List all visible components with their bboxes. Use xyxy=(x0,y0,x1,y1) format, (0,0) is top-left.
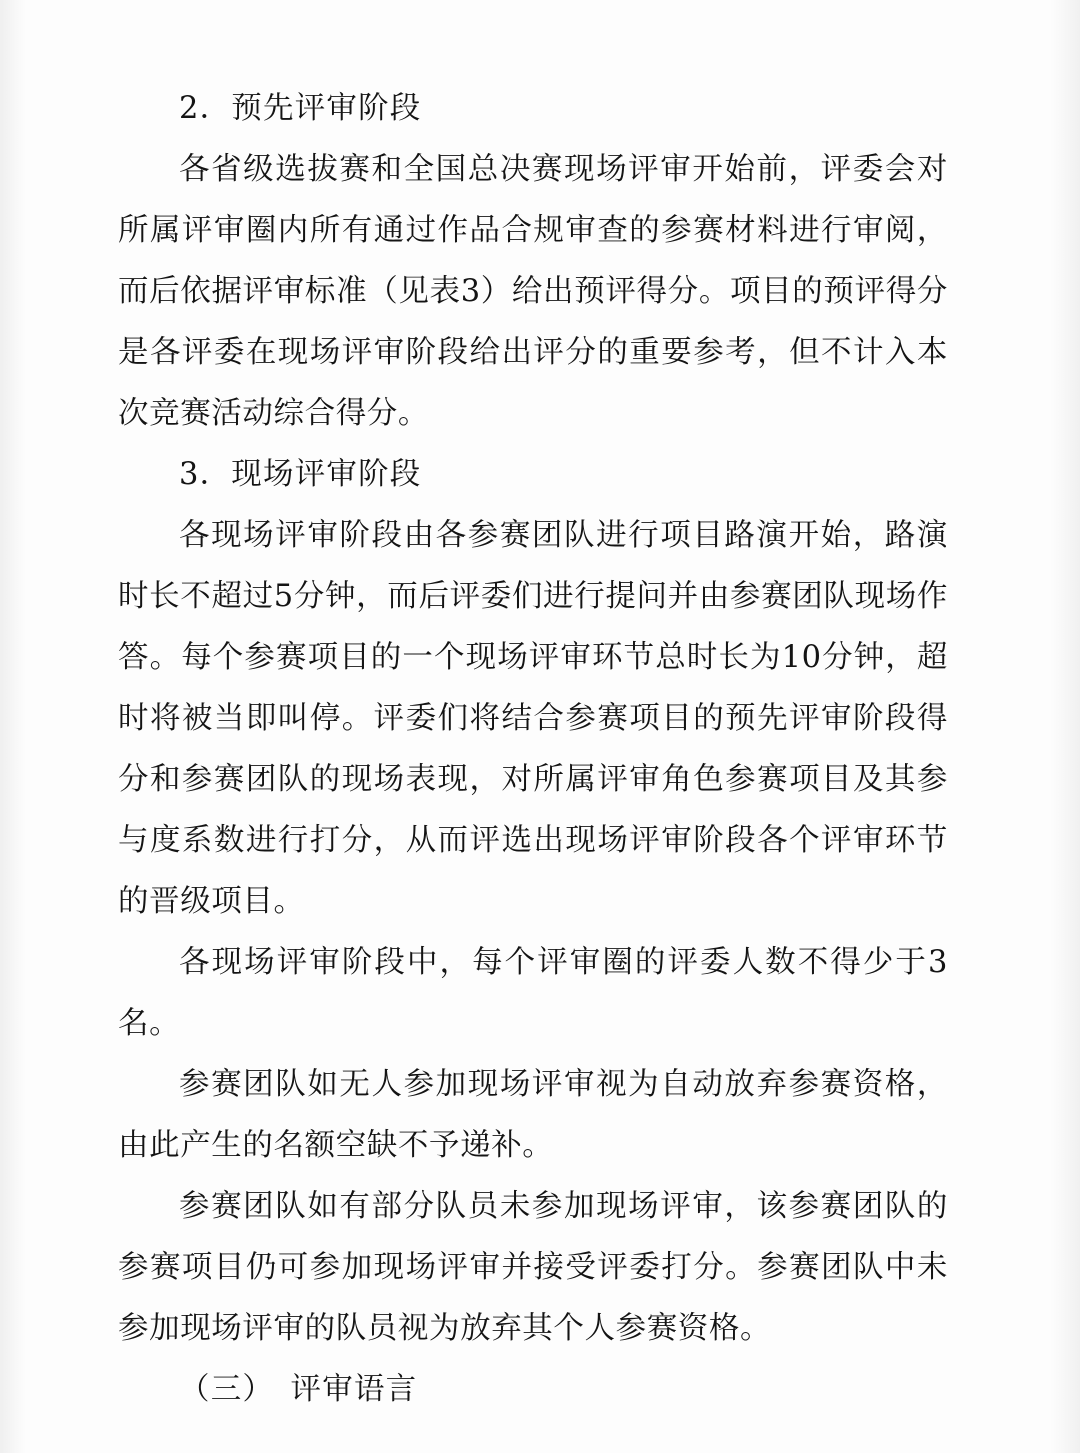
heading-pre-review-stage: 2．预先评审阶段 xyxy=(179,91,422,126)
paragraph-absent-team-rule: 参赛团队如无人参加现场评审视为自动放弃参赛资格，由此产生的名额空缺不予递补。 xyxy=(118,1067,948,1163)
document-body xyxy=(118,78,948,1420)
paragraph-pre-review-detail: 各省级选拔赛和全国总决赛现场评审开始前，评委会对所属评审圈内所有通过作品合规审查的参赛材料进行审阅，而后依据评审标准（见表3）给出预评得分。项目的预评得分是各评委在现场评审阶段给出评分的重要参考，但不计入本次竞赛活动综合得分。 xyxy=(118,152,948,431)
paragraph-onsite-review-detail: 各现场评审阶段由各参赛团队进行项目路演开始，路演时长不超过5分钟，而后评委们进行提问并由参赛团队现场作答。每个参赛项目的一个现场评审环节总时长为10分钟，超时将被当即叫停。评委们将结合参赛项目的预先评审阶段得分和参赛团队的现场表现，对所属评审角色参赛项目及其参与度系数进行打分，从而评选出现场评审阶段各个评审环节的晋级项目。 xyxy=(118,518,948,919)
heading-review-language: （三） 评审语言 xyxy=(179,1372,418,1407)
paragraph-partial-absent-rule: 参赛团队如有部分队员未参加现场评审，该参赛团队的参赛项目仍可参加现场评审并接受评委打分。参赛团队中未参加现场评审的队员视为放弃其个人参赛资格。 xyxy=(118,1189,948,1346)
paragraph-judge-count-rule: 各现场评审阶段中，每个评审圈的评委人数不得少于3名。 xyxy=(118,945,948,1041)
heading-onsite-review-stage: 3．现场评审阶段 xyxy=(179,457,422,492)
